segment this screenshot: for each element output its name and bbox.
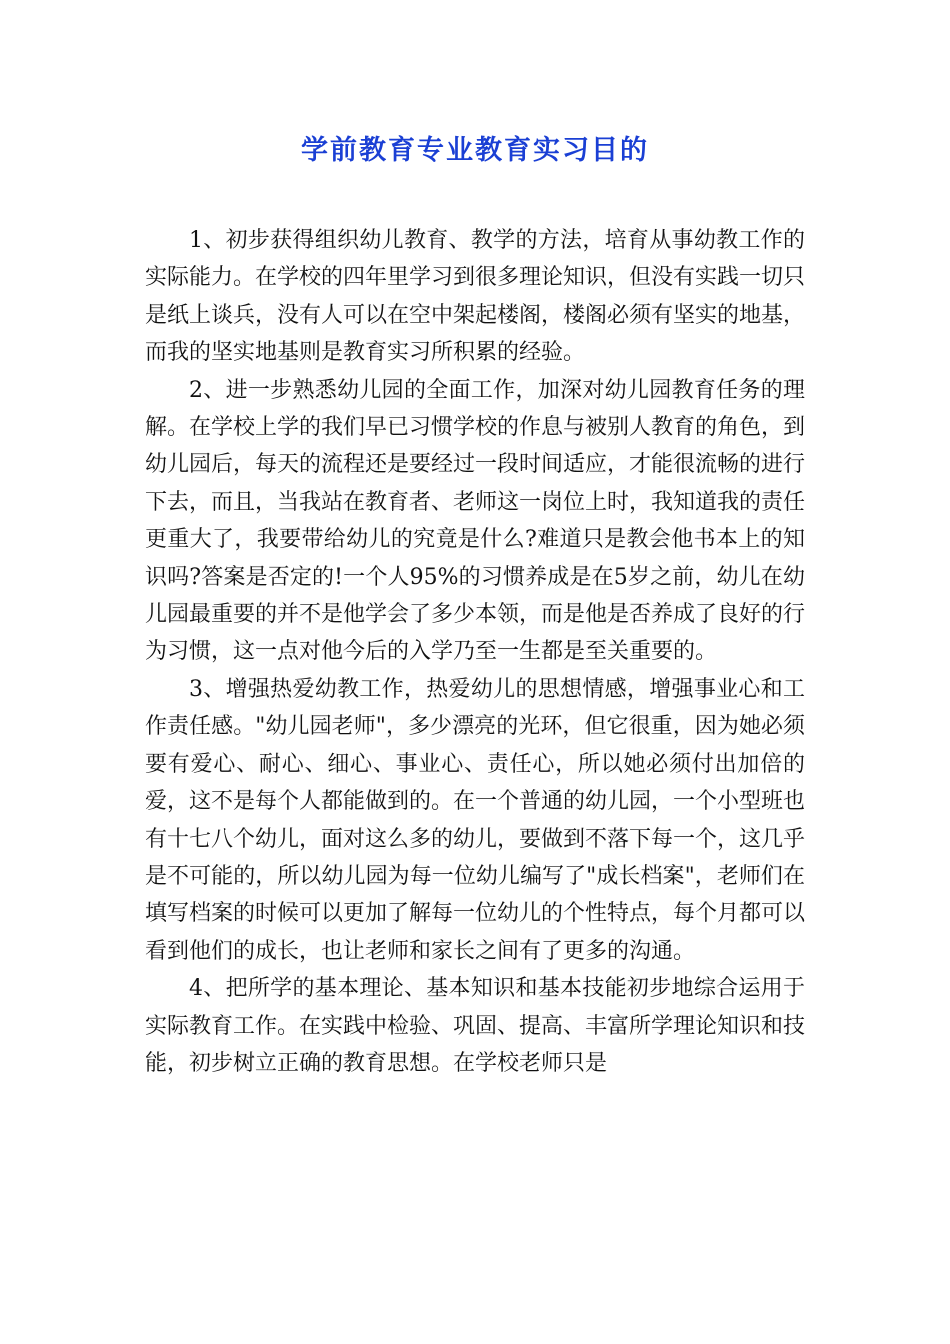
paragraph-1: 1、初步获得组织幼儿教育、教学的方法，培育从事幼教工作的实际能力。在学校的四年里学习到很多理论知识，但没有实践一切只是纸上谈兵，没有人可以在空中架起楼阁，楼阁必须有坚实的地基，而我的坚实地基则是教育实习所积累的经验。 — [145, 228, 806, 366]
document-title: 学前教育专业教育实习目的 — [301, 135, 649, 166]
document-body — [145, 222, 805, 1082]
paragraph-2: 2、进一步熟悉幼儿园的全面工作，加深对幼儿园教育任务的理解。在学校上学的我们早已习惯学校的作息与被别人教育的角色，到幼儿园后，每天的流程还是要经过一段时间适应，才能很流畅的进行下去，而且，当我站在教育者、老师这一岗位上时，我知道我的责任更重大了，我要带给幼儿的究竟是什么?难道只是教会他书本上的知识吗?答案是否定的!一个人95%的习惯养成是在5岁之前，幼儿在幼儿园最重要的并不是他学会了多少本领，而是他是否养成了良好的行为习惯，这一点对他今后的入学乃至一生都是至关重要的。 — [145, 377, 806, 665]
paragraph-4: 4、把所学的基本理论、基本知识和基本技能初步地综合运用于实际教育工作。在实践中检验、巩固、提高、丰富所学理论知识和技能，初步树立正确的教育思想。在学校老师只是 — [145, 976, 806, 1076]
paragraph-3: 3、增强热爱幼教工作，热爱幼儿的思想情感，增强事业心和工作责任感。"幼儿园老师"，多少漂亮的光环，但它很重，因为她必须要有爱心、耐心、细心、事业心、责任心，所以她必须付出加倍的爱，这不是每个人都能做到的。在一个普通的幼儿园，一个小型班也有十七八个幼儿，面对这么多的幼儿，要做到不落下每一个，这几乎是不可能的，所以幼儿园为每一位幼儿编写了"成长档案"，老师们在填写档案的时候可以更加了解每一位幼儿的个性特点，每个月都可以看到他们的成长，也让老师和家长之间有了更多的沟通。 — [145, 676, 806, 964]
